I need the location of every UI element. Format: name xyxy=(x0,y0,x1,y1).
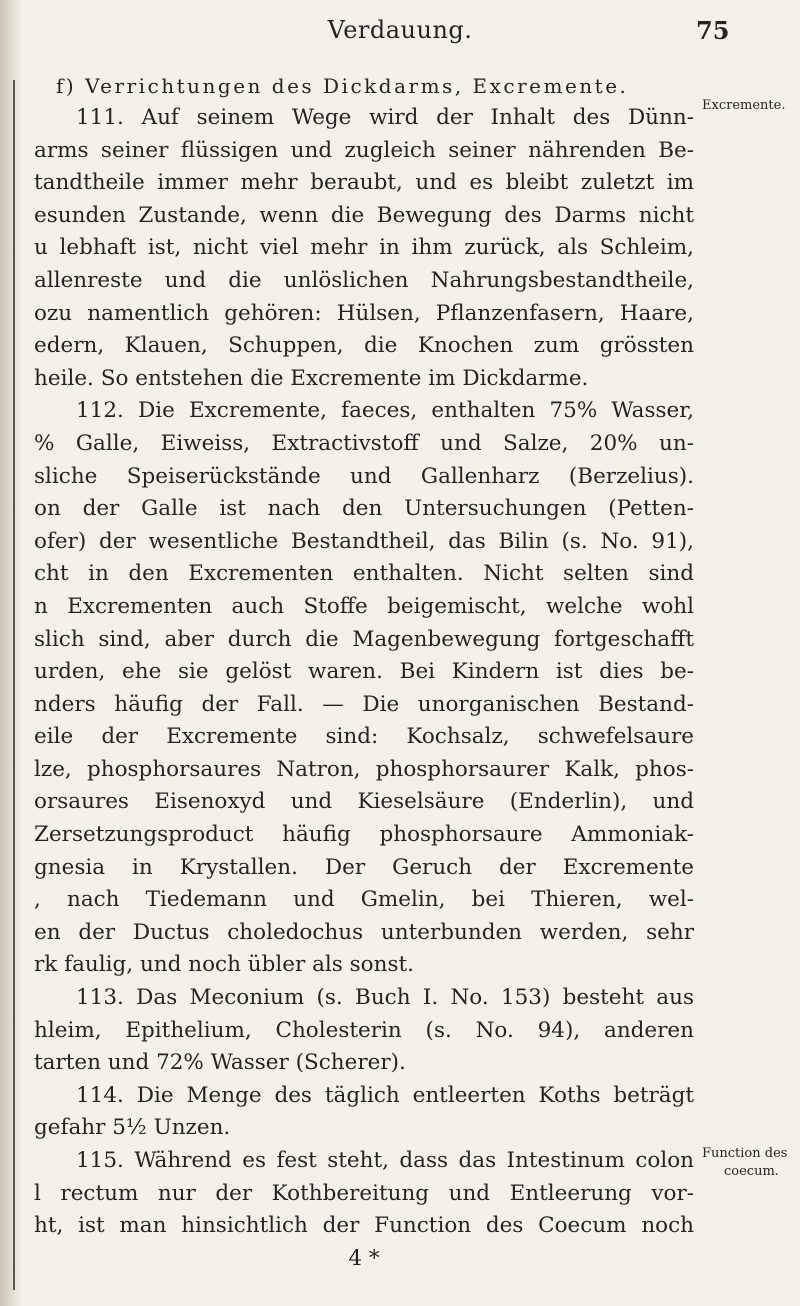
text-line: urden, ehe sie gelöst waren. Bei Kindern ist dies be- xyxy=(34,659,694,685)
text-line: 111. Auf seinem Wege wird der Inhalt des Dünn- xyxy=(76,105,694,130)
text-line: ht, ist man hinsichtlich der Function des Coecum noch xyxy=(34,1213,694,1239)
text-line: 114. Die Menge des täglich entleerten Koths beträgt xyxy=(76,1082,694,1108)
text-line: sliche Speiserückstände und Gallenharz (Berzelius). xyxy=(34,463,694,489)
section-heading: f) Verrichtungen des Dickdarms, Excremente. xyxy=(56,74,629,98)
text-line: slich sind, aber durch die Magenbewegung fortgeschafft xyxy=(34,626,694,652)
running-head xyxy=(0,16,800,50)
text-line: Zersetzungsproduct häufig phosphorsaure Ammoniak- xyxy=(34,822,694,848)
text-line: hleim, Epithelium, Cholesterin (s. No. 94), anderen xyxy=(34,1017,694,1043)
margin-note-function: Function des xyxy=(702,1146,788,1161)
text-line: orsaures Eisenoxyd und Kieselsäure (Enderlin), und xyxy=(34,789,694,815)
spine-rule xyxy=(13,80,15,1290)
text-line: gefahr 5½ Unzen. xyxy=(34,1115,231,1141)
page-number: 75 xyxy=(696,16,730,45)
text-line: l rectum nur der Kothbereitung und Entleerung vor- xyxy=(34,1180,694,1206)
text-line: n Excrementen auch Stoffe beigemischt, welche wohl xyxy=(34,593,694,619)
text-line: ozu namentlich gehören: Hülsen, Pflanzenfasern, Haare, xyxy=(34,300,694,326)
text-line: cht in den Excrementen enthalten. Nicht selten sind xyxy=(34,561,694,587)
page-spine-shadow xyxy=(0,0,22,1306)
text-line: tarten und 72% Wasser (Scherer). xyxy=(34,1050,406,1076)
text-line: heile. So entstehen die Excremente im Dickdarme. xyxy=(34,365,589,391)
margin-note-coecum: coecum. xyxy=(724,1164,779,1179)
text-line: gnesia in Krystallen. Der Geruch der Excremente xyxy=(34,854,694,880)
text-line: lze, phosphorsaures Natron, phosphorsaurer Kalk, phos- xyxy=(34,756,694,782)
text-line: on der Galle ist nach den Untersuchungen (Petten- xyxy=(34,496,694,522)
text-line: tandtheile immer mehr beraubt, und es bleibt zuletzt im xyxy=(34,170,694,196)
text-line: nders häufig der Fall. — Die unorganischen Bestand- xyxy=(34,691,694,717)
text-line: 113. Das Meconium (s. Buch I. No. 153) besteht aus xyxy=(76,985,694,1011)
text-line: eile der Excremente sind: Kochsalz, schwefelsaure xyxy=(34,724,694,750)
text-line: 112. Die Excremente, faeces, enthalten 75% Wasser, xyxy=(76,398,694,424)
signature-mark: 4 * xyxy=(348,1245,380,1271)
text-line: % Galle, Eiweiss, Extractivstoff und Salze, 20% un- xyxy=(34,430,694,456)
text-line: edern, Klauen, Schuppen, die Knochen zum grössten xyxy=(34,333,694,359)
text-line: en der Ductus choledochus unterbunden werden, sehr xyxy=(34,919,694,945)
text-line: 115. Während es fest steht, dass das Intestinum colon xyxy=(76,1148,694,1173)
text-line: , nach Tiedemann und Gmelin, bei Thieren, wel- xyxy=(34,887,694,913)
text-line: rk faulig, und noch übler als sonst. xyxy=(34,952,414,978)
text-line: ofer) der wesentliche Bestandtheil, das Bilin (s. No. 91), xyxy=(34,528,694,554)
text-line: u lebhaft ist, nicht viel mehr in ihm zurück, als Schleim, xyxy=(34,235,694,261)
margin-note-excremente: Excremente. xyxy=(702,98,786,113)
text-line: esunden Zustande, wenn die Bewegung des Darms nicht xyxy=(34,202,694,228)
text-line: allenreste und die unlöslichen Nahrungsbestandtheile, xyxy=(34,267,694,293)
text-line: arms seiner flüssigen und zugleich seiner nährenden Be- xyxy=(34,137,694,163)
running-title: Verdauung. xyxy=(327,16,473,44)
body-text xyxy=(34,70,694,1275)
